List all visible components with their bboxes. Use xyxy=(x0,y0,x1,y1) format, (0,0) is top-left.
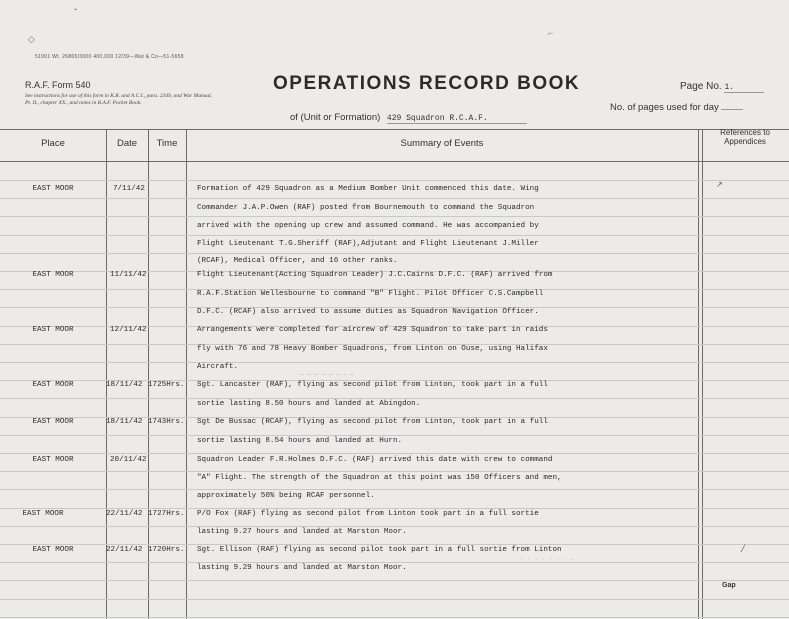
summary-line: Sgt. Lancaster (RAF), flying as second pilot from Linton, took part in a full xyxy=(197,381,548,389)
summary-line: P/O Fox (RAF) flying as second pilot from Linton took part in a full sortie xyxy=(197,510,539,518)
summary-line: Squadron Leader F.R.Holmes D.F.C. (RAF) arrived this date with crew to command xyxy=(197,456,553,464)
summary-line: approximately 50% being RCAF personnel. xyxy=(197,492,375,500)
summary-line: Formation of 429 Squadron as a Medium Bomber Unit commenced this date. Wing xyxy=(197,185,539,193)
summary-line: Commander J.A.P.Owen (RAF) posted from Bournemouth to command the Squadron xyxy=(197,204,535,212)
pencil-mark: / xyxy=(740,545,747,556)
page-number-value: 1. xyxy=(724,83,764,93)
pages-used-label: No. of pages used for day xyxy=(610,102,719,113)
pages-used xyxy=(610,102,743,113)
unit-value: 429 Squadron R.C.A.F. xyxy=(387,114,527,124)
printer-line: 51901 Wt. 26865/3000 400,000 12/39—Wat & Co—51-5658 xyxy=(35,54,184,60)
entry-date: 11/11/42 xyxy=(110,271,147,279)
col-header-summary: Summary of Events xyxy=(400,138,484,149)
ruled-line xyxy=(0,508,789,509)
col-header-date: Date xyxy=(116,138,138,149)
entry-date: 22/11/42 xyxy=(106,510,143,518)
header-bottom-border xyxy=(0,161,789,162)
unit-label: of (Unit or Formation) xyxy=(290,112,381,123)
ruled-line xyxy=(0,435,789,436)
pages-used-value xyxy=(721,109,743,110)
entry-place: EAST MOOR xyxy=(32,418,74,426)
entry-date: 20/11/42 xyxy=(110,456,147,464)
ruled-line xyxy=(0,216,789,217)
entry-place: EAST MOOR xyxy=(32,326,74,334)
table-top-border xyxy=(0,129,789,130)
ruled-line xyxy=(0,198,789,199)
summary-line: Arrangements were completed for aircrew of 429 Squadron to take part in raids xyxy=(197,326,548,334)
ruled-line xyxy=(0,253,789,254)
summary-line: "A" Flight. The strength of the Squadron at this point was 150 Officers and men, xyxy=(197,474,562,482)
entry-place: EAST MOOR xyxy=(32,546,74,554)
ruled-line xyxy=(0,180,789,181)
summary-line: fly with 76 and 78 Heavy Bomber Squadrons, from Linton on Ouse, using Halifax xyxy=(197,345,548,353)
entry-place: EAST MOOR xyxy=(32,456,74,464)
ruled-line xyxy=(0,489,789,490)
entry-date: 18/11/42 xyxy=(106,418,143,426)
col-header-place: Place xyxy=(41,138,65,149)
pencil-mark: ⌐ xyxy=(548,28,554,38)
ruled-line xyxy=(0,453,789,454)
col-header-references: References to Appendices xyxy=(720,128,770,146)
summary-line: Flight Lieutenant(Acting Squadron Leader) J.C.Cairns D.F.C. (RAF) arrived from xyxy=(197,271,553,279)
summary-line: Flight Lieutenant T.G.Sheriff (RAF),Adjutant and Flight Lieutenant J.Miller xyxy=(197,240,539,248)
entry-place: EAST MOOR xyxy=(32,271,74,279)
form-instructions: See instructions for use of this form in K.R. and A.C.I., para. 2349, and War Manual, Pt. II., chapter XX., and notes in R.A.F. Pocket Book. xyxy=(25,93,213,106)
ruled-line xyxy=(0,544,789,545)
ruled-line xyxy=(0,526,789,527)
ruled-line xyxy=(0,235,789,236)
entry-time: 1720Hrs. xyxy=(148,546,185,554)
summary-line: D.F.C. (RCAF) also arrived to assume duties as Squadron Navigation Officer. xyxy=(197,308,539,316)
ruled-line xyxy=(0,398,789,399)
unit-line xyxy=(290,112,527,124)
page-number xyxy=(680,81,764,93)
entry-date: 18/11/42 xyxy=(106,381,143,389)
entry-place: EAST MOOR xyxy=(22,510,64,518)
summary-line: lasting 9.29 hours and landed at Marston Moor. xyxy=(197,564,407,572)
ruled-line xyxy=(0,562,789,563)
entry-place: EAST MOOR xyxy=(32,185,74,193)
pencil-mark: ◇ xyxy=(28,34,35,44)
page-title: OPERATIONS RECORD BOOK xyxy=(273,73,581,94)
summary-line: sortie lasting 8.50 hours and landed at Abingdon. xyxy=(197,400,421,408)
col-header-time: Time xyxy=(156,138,178,149)
entry-time: 1727Hrs. xyxy=(148,510,185,518)
entry-date: 22/11/42 xyxy=(106,546,143,554)
column-divider xyxy=(698,129,699,619)
ruled-line xyxy=(0,617,789,618)
pencil-mark: ↗ xyxy=(716,180,723,189)
summary-line: Sgt. Ellison (RAF) flying as second pilot took part in a full sortie from Linton xyxy=(197,546,562,554)
reference-note: Gap xyxy=(722,582,736,589)
summary-line: arrived with the opening up crew and assumed command. He was accompanied by xyxy=(197,222,539,230)
ruled-line xyxy=(0,580,789,581)
pencil-mark: ˇ xyxy=(74,8,78,19)
summary-line: (RCAF), Medical Officer, and 16 other ranks. xyxy=(197,257,398,265)
column-divider xyxy=(702,129,703,619)
summary-line: lasting 9.27 hours and landed at Marston Moor. xyxy=(197,528,407,536)
entry-place: EAST MOOR xyxy=(32,381,74,389)
summary-line: Sgt De Bussac (RCAF), flying as second pilot from Linton, took part in a full xyxy=(197,418,548,426)
summary-line: sortie lasting 8.54 hours and landed at Hurn. xyxy=(197,437,403,445)
ruled-line xyxy=(0,599,789,600)
summary-line: R.A.F.Station Wellesbourne to command "B" Flight. Pilot Officer C.S.Campbell xyxy=(197,290,544,298)
summary-line: Aircraft. xyxy=(197,363,239,371)
entry-time: 1725Hrs. xyxy=(148,381,185,389)
entry-date: 7/11/42 xyxy=(113,185,145,193)
strikethrough-ghost: — — — — — — — — xyxy=(300,371,355,378)
entry-date: 12/11/42 xyxy=(110,326,147,334)
ruled-line xyxy=(0,471,789,472)
faint-pencil-note: · · · · · · · · xyxy=(520,556,575,563)
ruled-line xyxy=(0,362,789,363)
form-number: R.A.F. Form 540 xyxy=(25,80,91,90)
page-number-label: Page No. xyxy=(680,81,722,92)
entry-time: 1743Hrs. xyxy=(148,418,185,426)
